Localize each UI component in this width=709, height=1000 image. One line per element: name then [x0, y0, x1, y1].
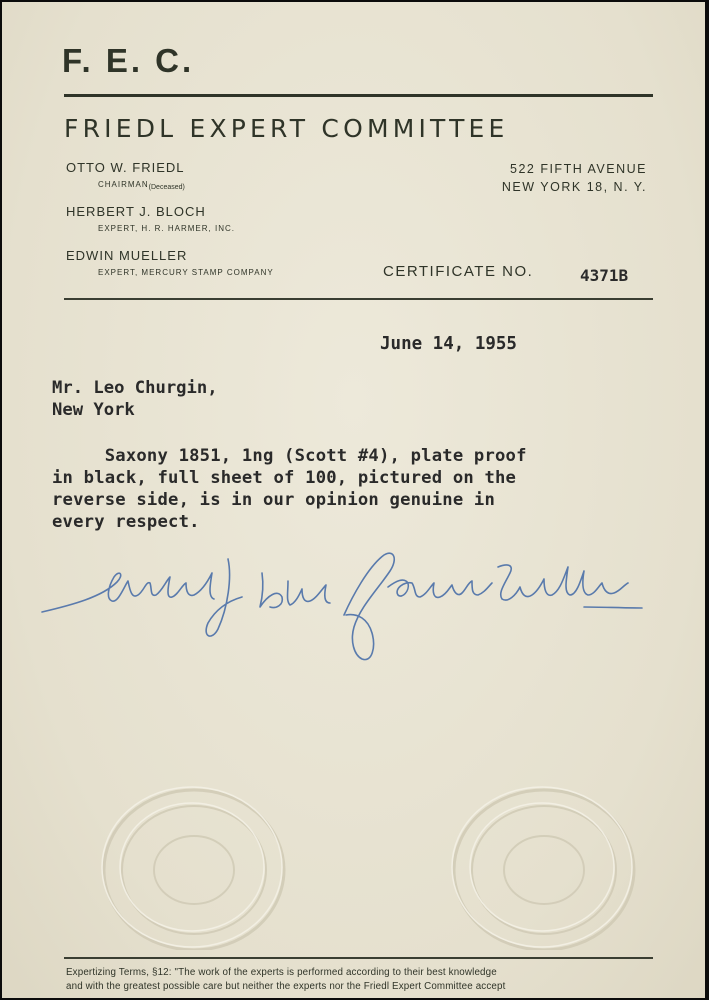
committee-name: FRIEDL EXPERT COMMITTEE — [64, 114, 509, 143]
recipient-city: New York — [52, 400, 135, 420]
member-role-bloch: EXPERT, H. R. HARMER, INC. — [98, 224, 235, 233]
certificate-page — [2, 2, 705, 998]
body-line-1: Saxony 1851, 1ng (Scott #4), plate proof — [52, 446, 527, 466]
address-city: NEW YORK 18, N. Y. — [501, 180, 647, 194]
member-role-mueller: EXPERT, MERCURY STAMP COMPANY — [98, 268, 274, 277]
embossed-seal-right — [444, 780, 644, 950]
monogram: F. E. C. — [62, 42, 195, 79]
recipient-name: Mr. Leo Churgin, — [52, 378, 218, 398]
member-role-text: CHAIRMAN — [98, 180, 149, 189]
member-name-mueller: EDWIN MUELLER — [66, 248, 188, 263]
body-line-2: in black, full sheet of 100, pictured on the — [52, 468, 517, 488]
address-street: 522 FIFTH AVENUE — [510, 162, 647, 176]
embossed-seal-left — [94, 780, 294, 950]
header-rule-top — [64, 94, 653, 97]
letter-date: June 14, 1955 — [380, 334, 517, 354]
member-role-friedl — [98, 180, 185, 191]
footer-rule — [64, 957, 653, 959]
member-name-friedl: OTTO W. FRIEDL — [66, 160, 185, 175]
footer-line-2: and with the greatest possible care but neither the experts nor the Friedl Expert Committee accept — [66, 981, 506, 992]
deceased-note: (Deceased) — [148, 184, 185, 191]
certificate-label: CERTIFICATE NO. — [383, 263, 534, 280]
member-name-bloch: HERBERT J. BLOCH — [66, 204, 206, 219]
signatures-image — [32, 537, 652, 677]
header-rule-bottom — [64, 298, 653, 300]
certificate-number: 4371B — [580, 266, 629, 285]
body-line-3: reverse side, is in our opinion genuine in — [52, 490, 496, 510]
footer-line-1: Expertizing Terms, §12: "The work of the experts is performed according to their best knowledge — [66, 967, 497, 978]
body-line-4: every respect. — [52, 512, 200, 532]
